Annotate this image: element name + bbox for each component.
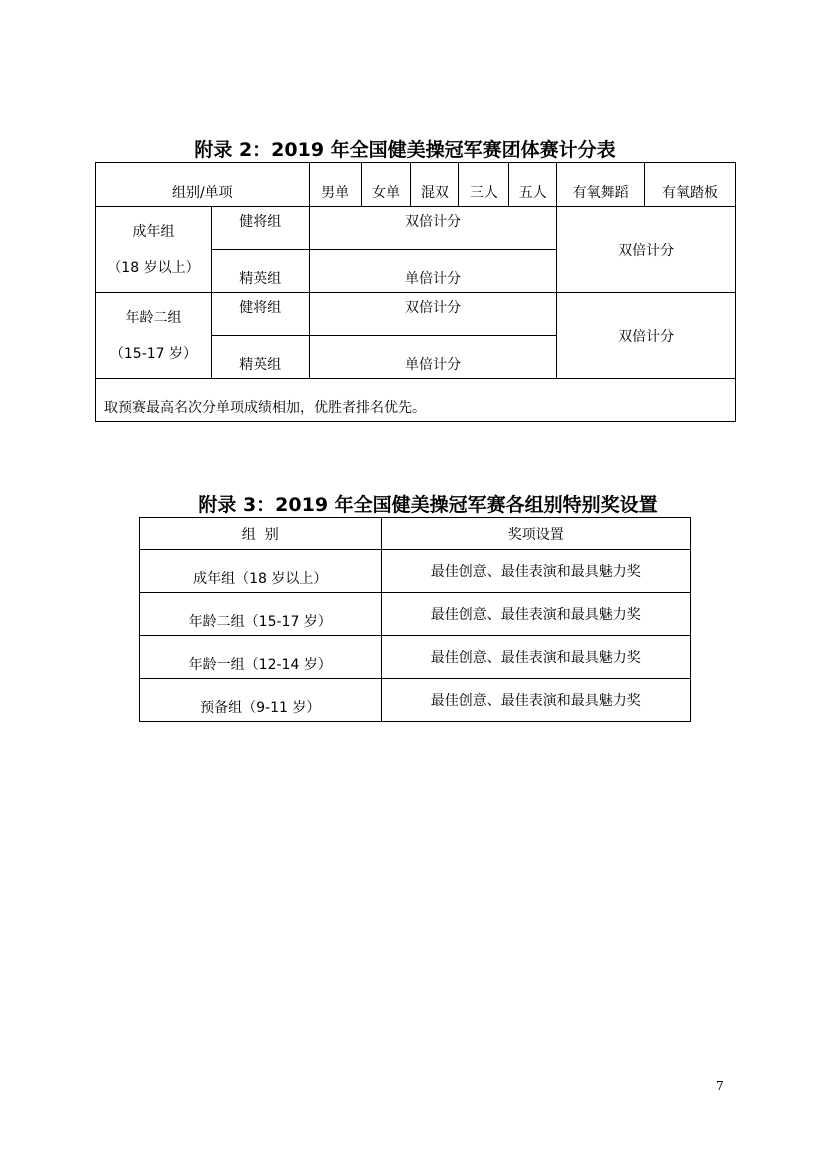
- appendix2-title: 附录 2：2019 年全国健美操冠军赛团体赛计分表: [194, 139, 616, 161]
- table-row: [140, 679, 691, 722]
- group-cell: [96, 293, 212, 379]
- header-award: 奖项设置: [381, 518, 691, 550]
- award-cell: 最佳创意、最佳表演和最具魅力奖: [381, 636, 691, 679]
- table-header-row: [140, 518, 691, 550]
- table-row: [96, 293, 736, 336]
- header-group: 组 别: [140, 518, 382, 550]
- group-cell: [96, 207, 212, 293]
- header-event: 有氧舞蹈: [557, 163, 645, 207]
- team-scoring-table: [95, 162, 736, 422]
- score-rule: 双倍计分: [309, 207, 557, 250]
- award-cell: 最佳创意、最佳表演和最具魅力奖: [381, 679, 691, 722]
- table-row: [96, 207, 736, 250]
- header-event: 有氧踏板: [645, 163, 736, 207]
- award-cell: 最佳创意、最佳表演和最具魅力奖: [381, 593, 691, 636]
- appendix3-title: 附录 3：2019 年全国健美操冠军赛各组别特别奖设置: [198, 494, 658, 516]
- score-rule: 单倍计分: [309, 336, 557, 379]
- group-cell: 年龄二组（15-17 岁）: [140, 593, 382, 636]
- special-awards-table: [139, 517, 691, 722]
- table-row: [140, 550, 691, 593]
- header-group-event: 组别/单项: [96, 163, 310, 207]
- group-name: 成年组: [132, 223, 175, 240]
- subgroup-label: 健将组: [211, 207, 309, 250]
- award-cell: 最佳创意、最佳表演和最具魅力奖: [381, 550, 691, 593]
- group-age: （15-17 岁）: [109, 345, 198, 362]
- group-cell: 年龄一组（12-14 岁）: [140, 636, 382, 679]
- aerobic-score-rule: 双倍计分: [557, 207, 736, 293]
- score-rule: 双倍计分: [309, 293, 557, 336]
- header-event: 五人: [509, 163, 557, 207]
- table-note: 取预赛最高名次分单项成绩相加，优胜者排名优先。: [96, 379, 736, 422]
- subgroup-label: 精英组: [211, 336, 309, 379]
- subgroup-label: 健将组: [211, 293, 309, 336]
- page-number: 7: [716, 1079, 724, 1093]
- header-event: 混双: [411, 163, 459, 207]
- header-event: 男单: [309, 163, 361, 207]
- aerobic-score-rule: 双倍计分: [557, 293, 736, 379]
- subgroup-label: 精英组: [211, 250, 309, 293]
- header-event: 三人: [459, 163, 509, 207]
- table-row: [140, 593, 691, 636]
- table-header-row: [96, 163, 736, 207]
- table-note-row: [96, 379, 736, 422]
- group-name: 年龄二组: [125, 309, 182, 326]
- group-cell: 成年组（18 岁以上）: [140, 550, 382, 593]
- group-cell: 预备组（9-11 岁）: [140, 679, 382, 722]
- table-row: [140, 636, 691, 679]
- score-rule: 单倍计分: [309, 250, 557, 293]
- header-event: 女单: [361, 163, 411, 207]
- group-age: （18 岁以上）: [107, 259, 200, 276]
